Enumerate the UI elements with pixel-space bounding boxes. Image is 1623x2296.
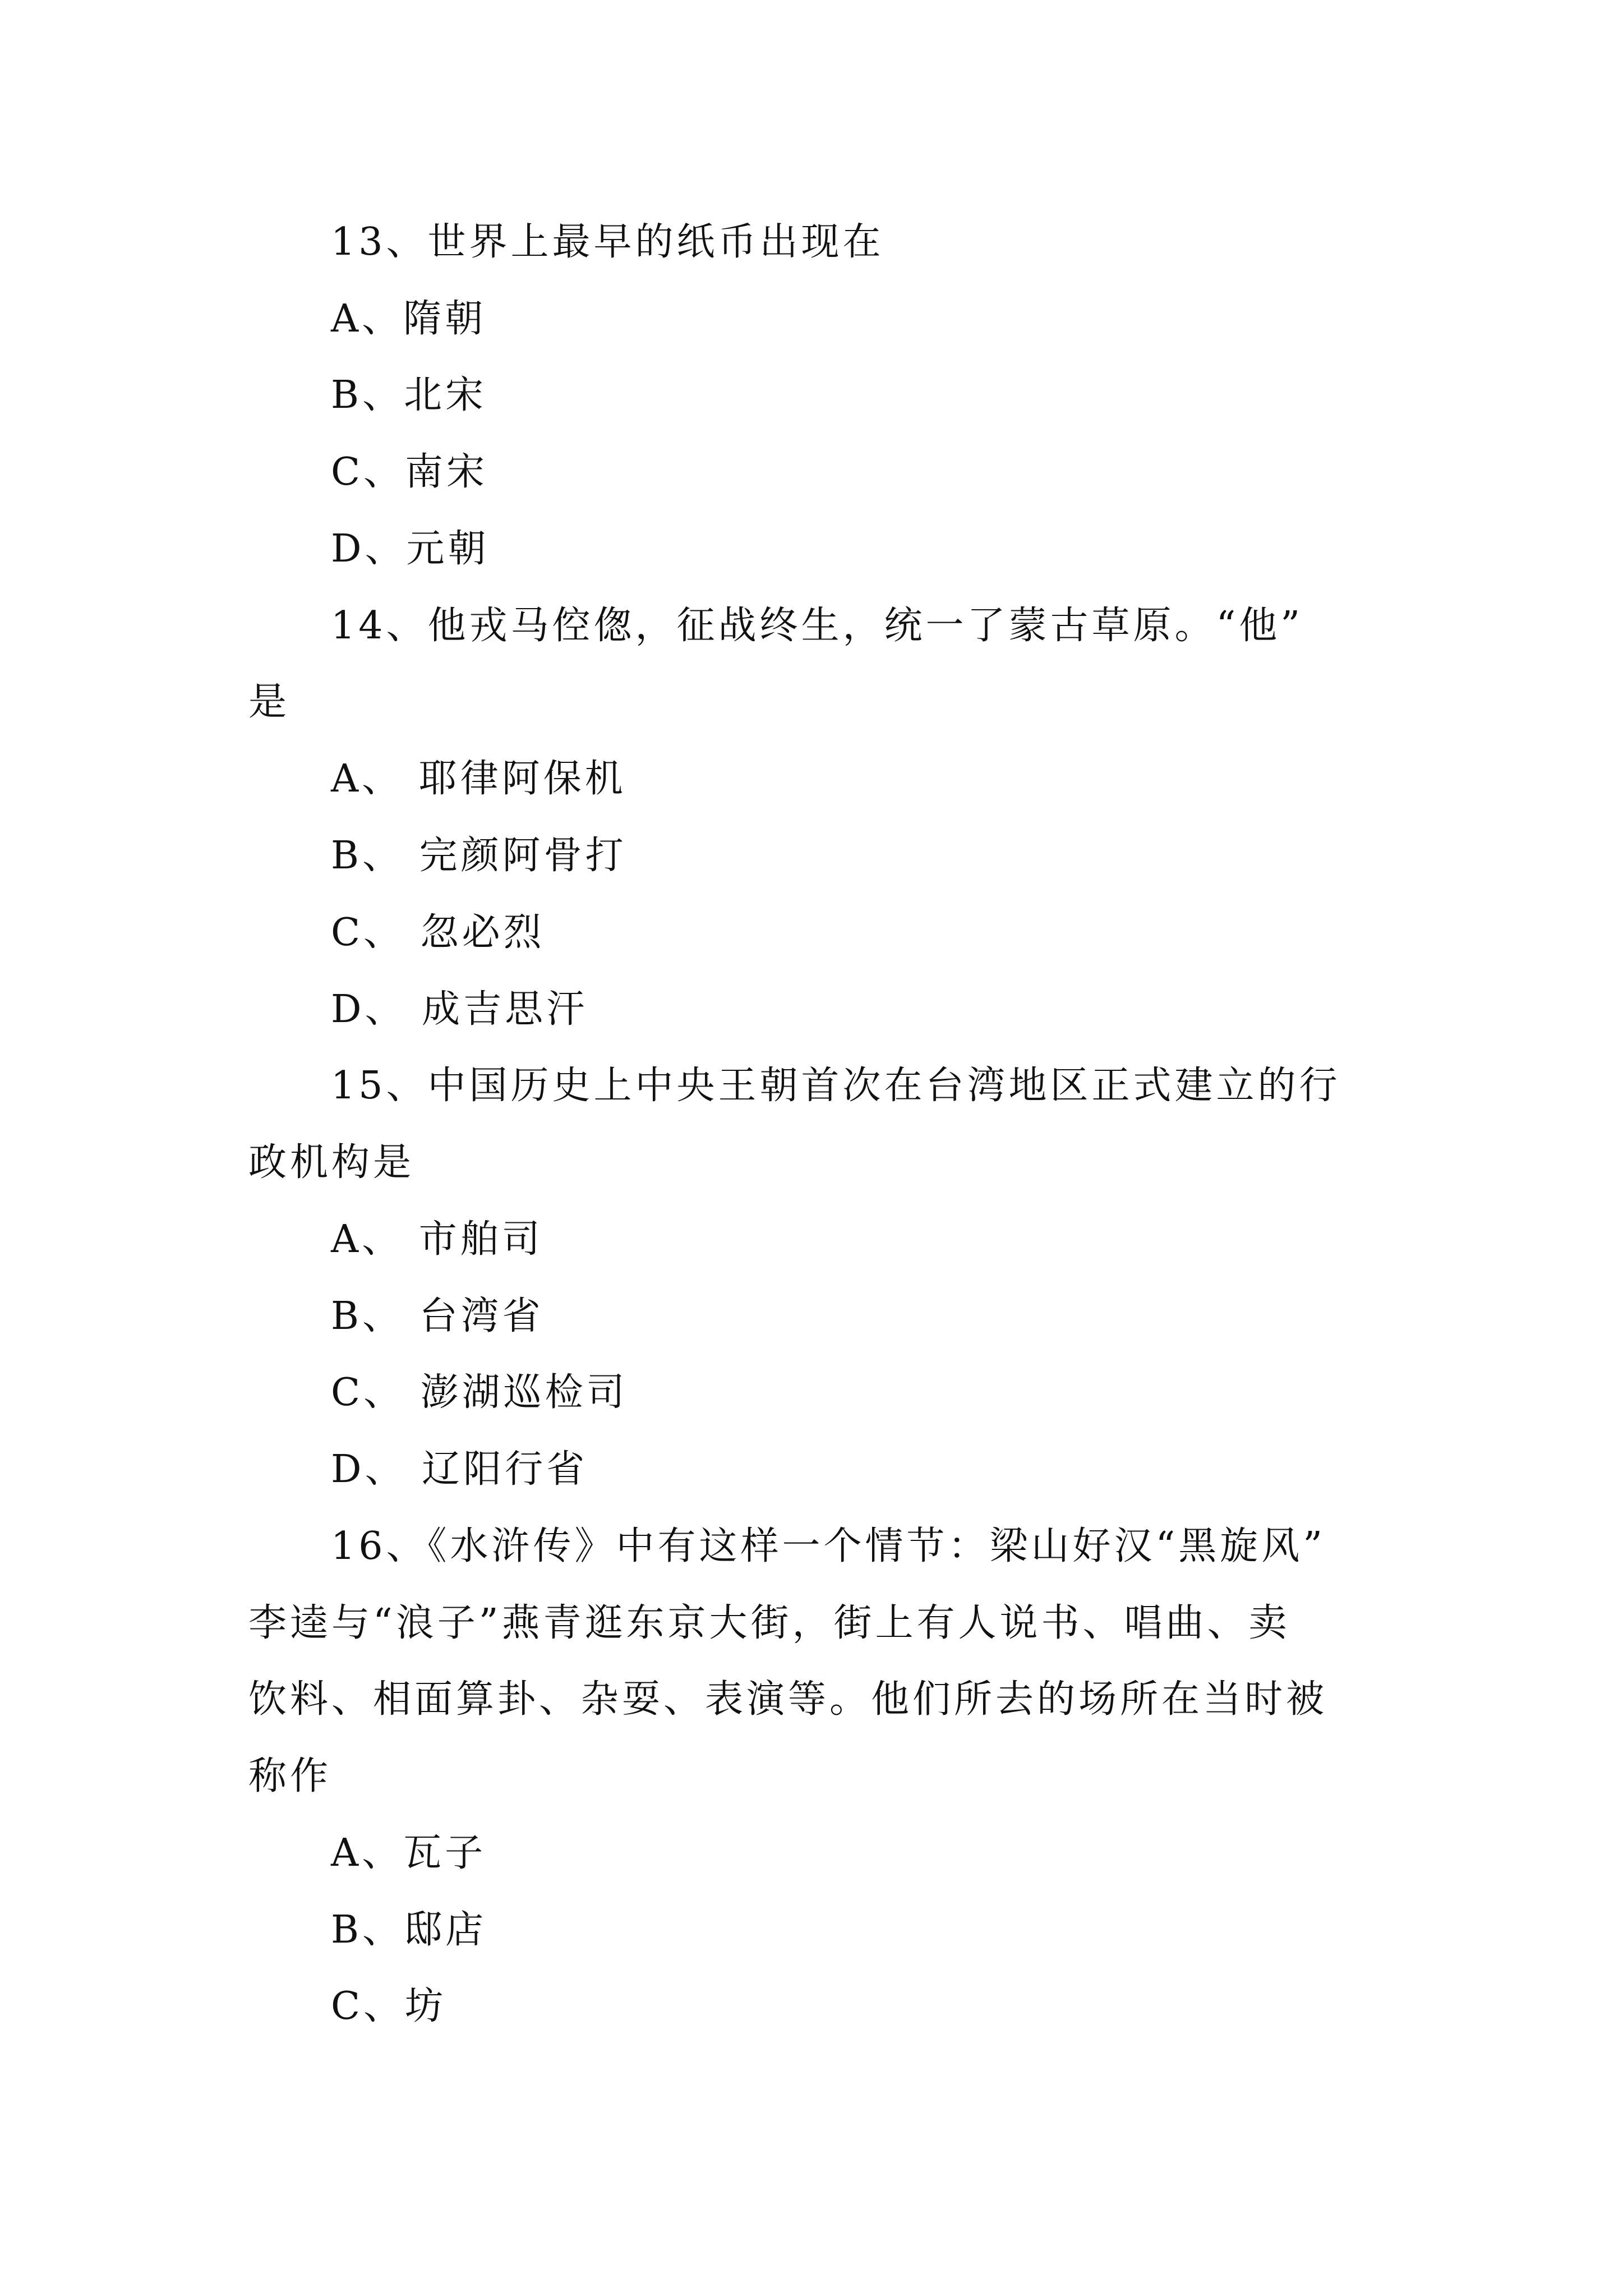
question-14-text: 14、他戎马倥偬，征战终生，统一了蒙古草原。“他” bbox=[331, 604, 1304, 648]
question-16-text-line-4: 称作 bbox=[248, 1754, 332, 1798]
question-16-option-a: A、瓦子 bbox=[331, 1831, 487, 1875]
question-16-text-line-3: 饮料、相面算卦、杂耍、表演等。他们所去的场所在当时被 bbox=[248, 1677, 1328, 1722]
question-15-option-d: D、 辽阳行省 bbox=[331, 1447, 588, 1492]
question-16-text-line-2: 李逵与“浪子”燕青逛东京大街，街上有人说书、唱曲、卖 bbox=[248, 1601, 1290, 1645]
question-16-option-b: B、邸店 bbox=[331, 1908, 487, 1952]
question-15-option-c: C、 澎湖巡检司 bbox=[331, 1370, 628, 1415]
question-15-text-continued: 政机构是 bbox=[248, 1140, 415, 1185]
question-14-option-d: D、 成吉思汗 bbox=[331, 987, 588, 1032]
question-13-option-d: D、元朝 bbox=[331, 527, 490, 571]
question-15-text: 15、中国历史上中央王朝首次在台湾地区正式建立的行 bbox=[331, 1064, 1341, 1108]
question-14-option-b: B、 完颜阿骨打 bbox=[331, 834, 627, 878]
question-13-text: 13、世界上最早的纸币出现在 bbox=[331, 220, 884, 264]
question-14-text-continued: 是 bbox=[248, 680, 291, 724]
question-13-option-c: C、南宋 bbox=[331, 450, 488, 494]
question-13-option-a: A、隋朝 bbox=[331, 297, 487, 341]
question-14-option-c: C、 忽必烈 bbox=[331, 910, 545, 955]
question-14-option-a: A、 耶律阿保机 bbox=[331, 757, 626, 801]
question-15-option-a: A、 市舶司 bbox=[331, 1217, 543, 1262]
question-16-option-c: C、坊 bbox=[331, 1984, 447, 2028]
question-16-text: 16、《水浒传》中有这样一个情节：梁山好汉“黑旋风” bbox=[331, 1524, 1326, 1568]
question-15-option-b: B、 台湾省 bbox=[331, 1294, 544, 1338]
question-13-option-b: B、北宋 bbox=[331, 373, 487, 417]
